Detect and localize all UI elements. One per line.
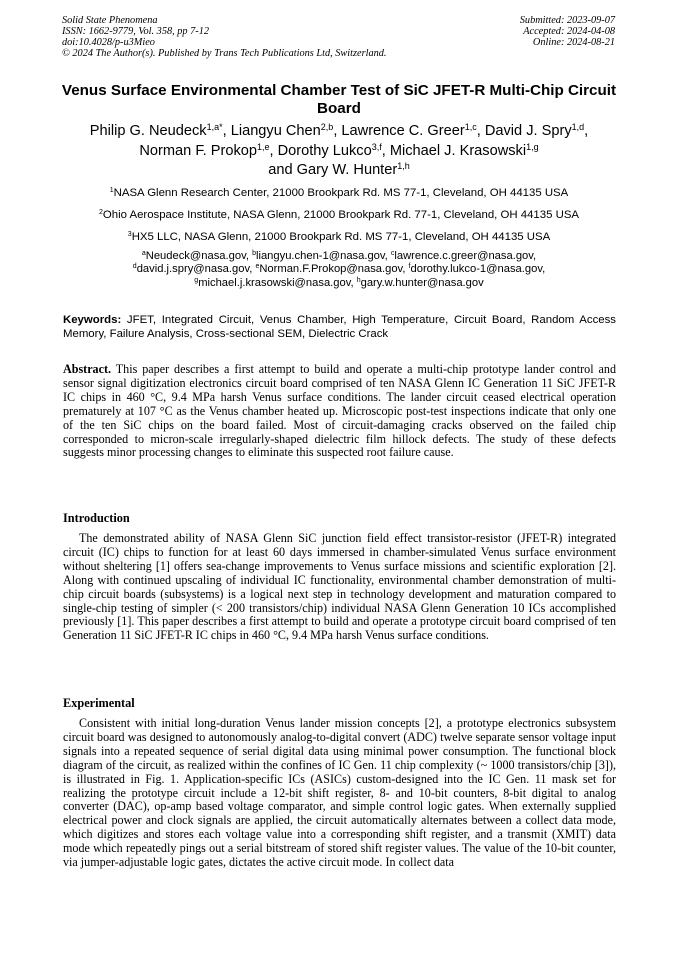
affiliation [40, 186, 638, 200]
email[interactable]: $^a$Neudeck@nasa.gov, [141, 250, 253, 262]
abstract-block [63, 363, 616, 460]
author-name: David J. Spry [484, 123, 572, 139]
email[interactable]: $^g$michael.j.krasowski@nasa.gov, [194, 276, 357, 289]
affiliation [40, 230, 638, 244]
email[interactable]: $^c$lawrence.c.greer@nasa.gov, [390, 250, 537, 262]
paper-title: Venus Surface Environmental Chamber Test of SiC JFET-R Multi-Chip Circuit Board [61, 82, 617, 117]
experimental-heading: Experimental [63, 696, 135, 710]
author: Liangyu Chen$^{2,b}$, [230, 122, 342, 139]
introduction-heading: Introduction [63, 511, 130, 525]
author-affil-sup: 1,c [464, 122, 477, 132]
submitted-date: Submitted: 2023-09-07 [519, 15, 615, 26]
keywords-block [63, 314, 616, 341]
email[interactable]: $^e$Norman.F.Prokop@nasa.gov, [255, 263, 409, 276]
author [390, 143, 539, 159]
email[interactable]: $^d$david.j.spry@nasa.gov, [132, 263, 256, 276]
affiliation-sup: 3 [127, 231, 132, 238]
email-list [40, 250, 638, 290]
author: David J. Spry$^{1,d}$, [484, 122, 589, 139]
affiliation-sup: 2 [98, 209, 103, 216]
email[interactable]: $^b$liangyu.chen-1@nasa.gov, [252, 250, 391, 262]
issn-line: ISSN: 1662-9779, Vol. 358, pp 7-12 [62, 26, 210, 37]
author-name: Dorothy Lukco [277, 142, 372, 159]
affiliation-text: Ohio Aerospace Institute, NASA Glenn, 21000 Brookpark Rd. 77-1, Cleveland, OH 44135 USA [102, 209, 580, 221]
introduction-paragraph: The demonstrated ability of NASA Glenn SiC junction field effect transistor-resistor (JFET-R) integrated circuit (IC) chips to function for at least 60 days immersed in chamber-simulated Venus surface environment without sheltering [1] offers sea-change improvements to Venus surface missions and scientific exploration [2]. Along with continued upscaling of individual IC functionality, environmental chamber demonstration of multi-chip circuit boards (subsystems) is a logical next step in technology development and maturation compared to single-chip testing of simpler (< 200 transistors/chip) individual NASA Glenn Generation 10 ICs accomplished previously [1]. This paper describes a first attempt to build and operate a prototype circuit board comprised of ten Generation 11 SiC JFET-R IC chips in 460 °C, 9.4 MPa harsh Venus surface conditions. [63, 531, 616, 643]
author-affil-sup: 1,d [571, 122, 585, 132]
experimental-paragraph: Consistent with initial long-duration Venus lander mission concepts [2], a prototype electronics subsystem circuit board was designed to autonomously analog-to-digital convert (ADC) twelve separate sensor voltage input signals into a repeated sequence of serial digital data using minimal power consumption. The functional block diagram of the circuit, as realized within the confines of IC Gen. 11 chip complexity (~ 1000 transistors/chip [3]), is illustrated in Fig. 1. Application-specific ICs (ASICs) custom-designed into the IC Gen. 11 mask set for realizing the prototype circuit include a 12-bit shift register, 8- and 10-bit counters, 8-bit digital to analog converter (DAC), op-amp based voltage comparator, and simple control logic gates. When externally supplied electrical power and clock signals are applied, the circuit automatically alternates between a collect data mode, which digitizes and stores each voltage value into a corresponding shift register, and a transmit (XMIT) data mode which repeatedly pings out a serial bitstream of stored shift register values. The value of the 10-bit counter, via jumper-adjustable logic gates, dictates the active circuit mode. In collect data [63, 716, 616, 870]
affiliation [40, 208, 638, 222]
author-name: Liangyu Chen [230, 123, 321, 139]
author-name: and Gary W. Hunter [268, 162, 398, 179]
author: Norman F. Prokop$^{1,e}$, [139, 141, 278, 159]
author-name: Michael J. Krasowski [389, 142, 527, 159]
abstract-text: This paper describes a first attempt to build and operate a multi-chip prototype lander control and sensor signal digitization electronics circuit board comprised of ten NASA Glenn IC Generation 11 SiC JFET-R IC chips in 460 °C, 9.4 MPa harsh Venus surface conditions. The lander circuit ceased electrical operation prematurely at 107 °C as the Venus chamber heated up. Microscopic post-test inspections indicate that only one of the ten SiC chips on the board failed. Most of circuit-damaging cracks observed on the failed chip corresponded to micron-scale irregularly-shaped dielectric film hillock defects. The study of these defects suggests minor processing changes to eliminate this suspected root failure cause. [63, 362, 616, 460]
keywords-label: Keywords: [63, 314, 122, 326]
author-affil-sup: 2,b [320, 122, 334, 132]
email[interactable]: $^f$dorothy.lukco-1@nasa.gov, [408, 263, 546, 276]
author-affil-sup: 1,h [397, 161, 410, 172]
author: Lawrence C. Greer$^{1,c}$, [341, 122, 485, 139]
journal-name: Solid State Phenomena [62, 15, 158, 26]
keywords-text: JFET, Integrated Circuit, Venus Chamber, High Temperature, Circuit Board, Random Access Memory, Failure Analysis, Cross-sectional SEM, Dielectric Crack [63, 314, 616, 340]
author-affil-sup: 1,a* [206, 122, 223, 132]
affiliation-text: HX5 LLC, NASA Glenn, 21000 Brookpark Rd. MS 77-1, Cleveland, OH 44135 USA [131, 231, 551, 243]
author: Philip G. Neudeck$^{1,a*}$, [89, 122, 231, 139]
copyright-line: © 2024 The Author(s). Published by Trans Tech Publications Ltd, Switzerland. [62, 48, 387, 59]
author: Dorothy Lukco$^{3,f}$, [277, 141, 390, 159]
author [268, 162, 409, 178]
author-name: Norman F. Prokop [139, 142, 257, 159]
author-name: Lawrence C. Greer [341, 123, 465, 139]
abstract-label: Abstract. [63, 362, 112, 376]
author-name: Philip G. Neudeck [89, 123, 207, 139]
author-affil-sup: 3,f [371, 141, 382, 152]
doi-line[interactable]: doi:10.4028/p-u3Mieo [62, 37, 155, 48]
affiliation-sup: 1 [109, 187, 114, 194]
online-date: Online: 2024-08-21 [532, 37, 615, 48]
author-affil-sup: 1,g [526, 141, 539, 152]
affiliation-text: NASA Glenn Research Center, 21000 Brookpark Rd. MS 77-1, Cleveland, OH 44135 USA [113, 187, 569, 199]
author-affil-sup: 1,e [256, 141, 270, 152]
dates-header [395, 15, 615, 48]
email[interactable]: $^h$gary.w.hunter@nasa.gov [356, 276, 484, 289]
author-list [40, 122, 638, 181]
accepted-date: Accepted: 2024-04-08 [523, 26, 615, 37]
